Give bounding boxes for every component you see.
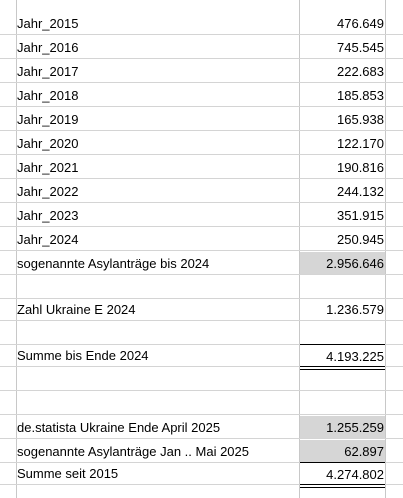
value-cell[interactable]: [300, 276, 385, 298]
label-cell[interactable]: sogenannte Asylanträge bis 2024: [17, 256, 210, 271]
row-jahr-2021: [0, 156, 403, 179]
row-empty: [0, 392, 403, 415]
row-asyl-total: [0, 252, 403, 275]
value-cell[interactable]: 165.938: [337, 112, 384, 127]
row-jahr-2023: [0, 204, 403, 227]
label-cell[interactable]: Jahr_2022: [17, 184, 79, 199]
label-cell[interactable]: Zahl Ukraine E 2024: [17, 302, 136, 317]
label-cell[interactable]: Summe seit 2015: [17, 466, 119, 481]
value-cell[interactable]: 4.274.802: [300, 462, 385, 484]
value-cell[interactable]: 122.170: [337, 136, 384, 151]
value-cell[interactable]: 250.945: [337, 232, 384, 247]
value-cell[interactable]: [300, 392, 385, 414]
label-cell[interactable]: [17, 322, 300, 344]
value-cell[interactable]: 2.956.646: [300, 252, 385, 274]
label-cell[interactable]: Summe bis Ende 2024: [17, 348, 149, 363]
label-cell[interactable]: Jahr_2023: [17, 208, 79, 223]
value-cell[interactable]: 745.545: [337, 40, 384, 55]
row-jahr-2016: [0, 36, 403, 59]
value-cell[interactable]: 222.683: [337, 64, 384, 79]
row-jahr-2020: [0, 132, 403, 155]
value-cell[interactable]: 1.236.579: [326, 302, 384, 317]
value-cell[interactable]: [300, 322, 385, 344]
label-cell[interactable]: sogenannte Asylanträge Jan .. Mai 2025: [17, 444, 249, 459]
row-empty: [0, 368, 403, 391]
row-jahr-2022: [0, 180, 403, 203]
label-cell[interactable]: [17, 368, 300, 390]
row-jahr-2018: [0, 84, 403, 107]
label-cell[interactable]: [17, 392, 300, 414]
row-summe-2024: [0, 344, 403, 367]
value-cell[interactable]: 185.853: [337, 88, 384, 103]
row-empty: [0, 322, 403, 345]
label-cell[interactable]: Jahr_2019: [17, 112, 79, 127]
value-cell[interactable]: 1.255.259: [300, 416, 385, 438]
label-cell[interactable]: Jahr_2017: [17, 64, 79, 79]
label-cell[interactable]: Jahr_2024: [17, 232, 79, 247]
value-cell[interactable]: 244.132: [337, 184, 384, 199]
row-ukraine-2025: [0, 416, 403, 439]
label-cell[interactable]: Jahr_2015: [17, 16, 79, 31]
label-cell[interactable]: [17, 276, 300, 298]
row-jahr-2024: [0, 228, 403, 251]
row-asyl-2025: [0, 440, 403, 463]
label-cell[interactable]: Jahr_2020: [17, 136, 79, 151]
row-empty: [0, 276, 403, 299]
row-ukraine-2024: [0, 298, 403, 321]
label-cell[interactable]: Jahr_2021: [17, 160, 79, 175]
value-cell[interactable]: 351.915: [337, 208, 384, 223]
row-jahr-2019: [0, 108, 403, 131]
label-cell[interactable]: Jahr_2018: [17, 88, 79, 103]
value-cell[interactable]: 190.816: [337, 160, 384, 175]
label-cell[interactable]: de.statista Ukraine Ende April 2025: [17, 420, 221, 435]
value-cell[interactable]: 476.649: [337, 16, 384, 31]
row-summe-2015: [0, 462, 403, 485]
value-cell[interactable]: 4.193.225: [300, 344, 385, 366]
row-jahr-2015: [0, 12, 403, 35]
label-cell[interactable]: Jahr_2016: [17, 40, 79, 55]
value-cell[interactable]: 62.897: [300, 440, 385, 462]
row-jahr-2017: [0, 60, 403, 83]
value-cell[interactable]: [300, 368, 385, 390]
